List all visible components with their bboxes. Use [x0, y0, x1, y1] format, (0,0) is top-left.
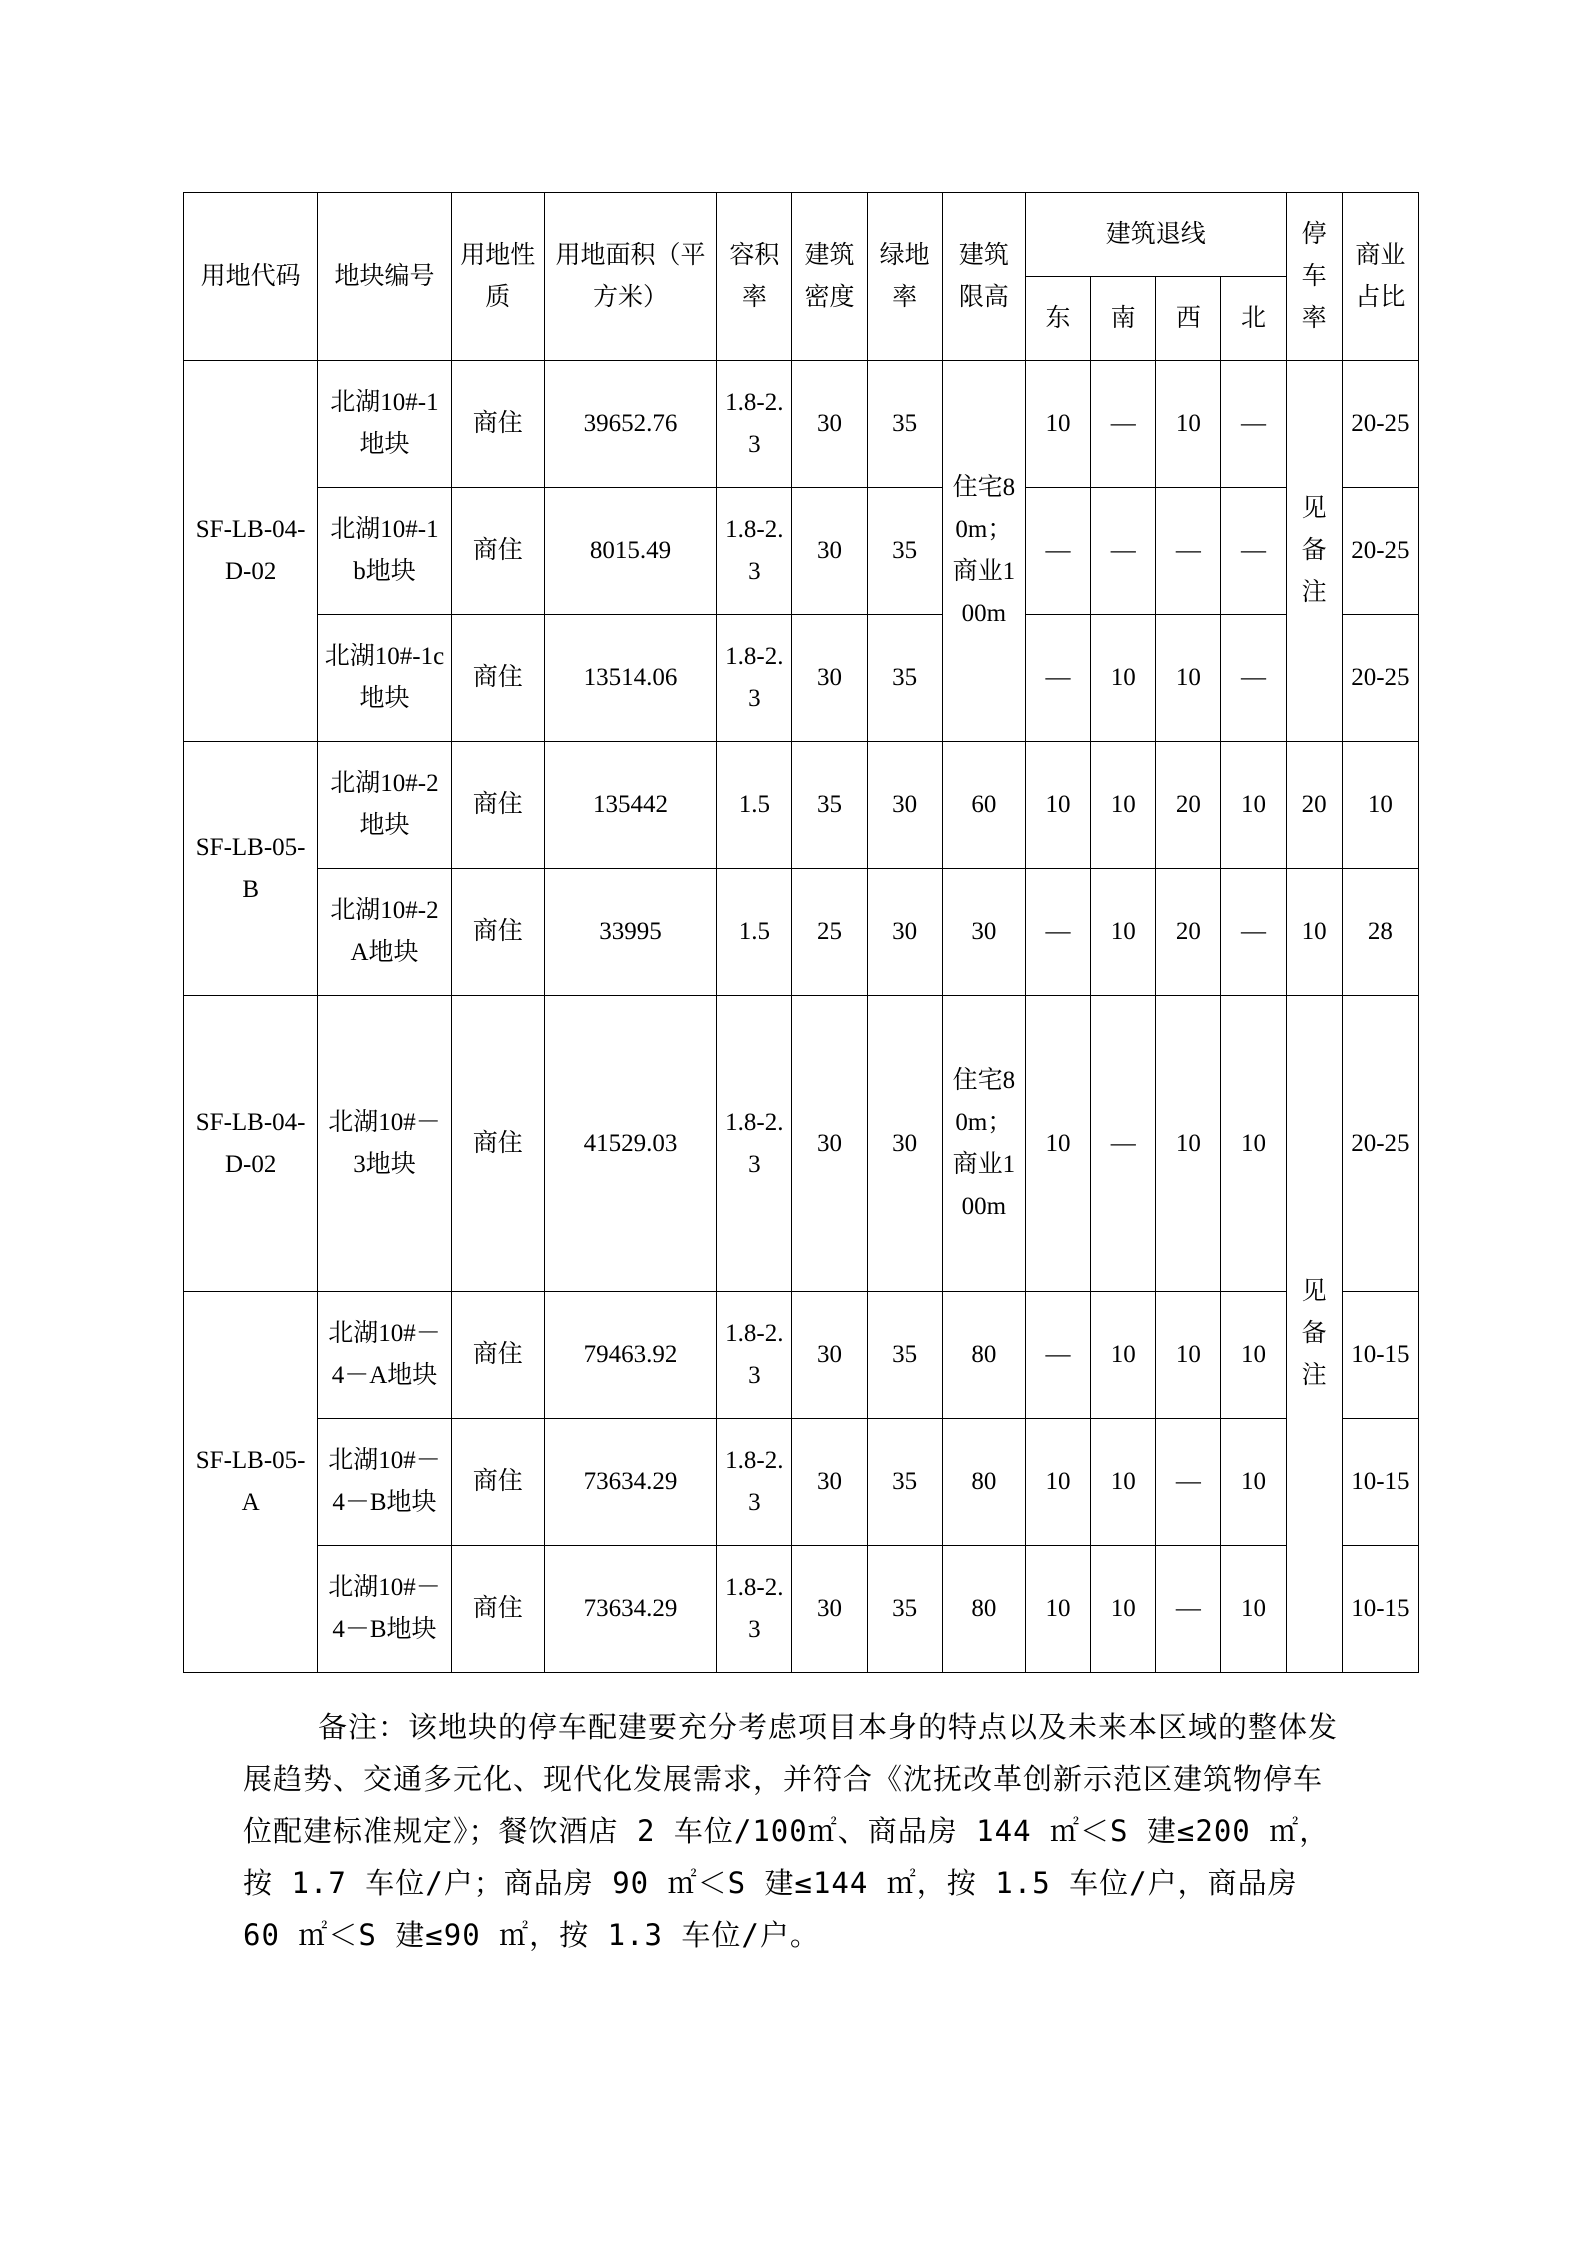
commercial-ratio: 10-15	[1342, 1419, 1418, 1546]
setback-south: 10	[1091, 1546, 1156, 1673]
setback-west: 10	[1156, 615, 1221, 742]
height-limit: 住宅80m；商业100m	[942, 361, 1025, 742]
setback-north: —	[1221, 869, 1286, 996]
building-density: 25	[792, 869, 867, 996]
land-area: 73634.29	[544, 1419, 716, 1546]
table-row	[184, 869, 1419, 996]
green-ratio: 35	[867, 615, 942, 742]
header-north: 北	[1221, 277, 1286, 361]
floor-area-ratio: 1.8-2.3	[717, 996, 792, 1292]
setback-north: 10	[1221, 1546, 1286, 1673]
setback-south: —	[1091, 361, 1156, 488]
setback-south: 10	[1091, 869, 1156, 996]
building-density: 30	[792, 1546, 867, 1673]
land-nature: 商住	[451, 869, 544, 996]
setback-north: 10	[1221, 742, 1286, 869]
green-ratio: 30	[867, 869, 942, 996]
setback-west: 20	[1156, 869, 1221, 996]
setback-east: 10	[1025, 996, 1090, 1292]
plot-number: 北湖10#－4－A地块	[318, 1292, 451, 1419]
setback-north: 10	[1221, 1419, 1286, 1546]
land-code: SF-LB-05-B	[184, 742, 318, 996]
land-nature: 商住	[451, 742, 544, 869]
land-area: 13514.06	[544, 615, 716, 742]
parking-rate: 10	[1286, 869, 1342, 996]
plot-number: 北湖10#-2A地块	[318, 869, 451, 996]
setback-east: 10	[1025, 742, 1090, 869]
land-use-table	[183, 192, 1419, 1673]
plot-number: 北湖10#-2地块	[318, 742, 451, 869]
plot-number: 北湖10#－3地块	[318, 996, 451, 1292]
commercial-ratio: 20-25	[1342, 615, 1418, 742]
setback-south: —	[1091, 996, 1156, 1292]
land-nature: 商住	[451, 996, 544, 1292]
parking-rate: 20	[1286, 742, 1342, 869]
table-row	[184, 361, 1419, 488]
setback-west: 20	[1156, 742, 1221, 869]
parking-rate: 见备注	[1286, 996, 1342, 1673]
commercial-ratio: 20-25	[1342, 996, 1418, 1292]
setback-east: 10	[1025, 361, 1090, 488]
setback-south: 10	[1091, 742, 1156, 869]
table-row	[184, 996, 1419, 1292]
land-area: 8015.49	[544, 488, 716, 615]
land-area: 135442	[544, 742, 716, 869]
building-density: 30	[792, 1292, 867, 1419]
green-ratio: 35	[867, 361, 942, 488]
green-ratio: 30	[867, 742, 942, 869]
setback-east: —	[1025, 869, 1090, 996]
header-green: 绿地率	[867, 193, 942, 361]
height-limit: 80	[942, 1546, 1025, 1673]
header-west: 西	[1156, 277, 1221, 361]
parking-rate: 见备注	[1286, 361, 1342, 742]
plot-number: 北湖10#-1b地块	[318, 488, 451, 615]
green-ratio: 30	[867, 996, 942, 1292]
setback-north: —	[1221, 488, 1286, 615]
land-nature: 商住	[451, 1292, 544, 1419]
header-code: 用地代码	[184, 193, 318, 361]
header-area: 用地面积（平方米）	[544, 193, 716, 361]
building-density: 30	[792, 615, 867, 742]
land-nature: 商住	[451, 361, 544, 488]
green-ratio: 35	[867, 1419, 942, 1546]
floor-area-ratio: 1.5	[717, 869, 792, 996]
setback-west: 10	[1156, 361, 1221, 488]
plot-number: 北湖10#-1c地块	[318, 615, 451, 742]
land-area: 79463.92	[544, 1292, 716, 1419]
setback-east: 10	[1025, 1546, 1090, 1673]
setback-south: 10	[1091, 1419, 1156, 1546]
header-east: 东	[1025, 277, 1090, 361]
commercial-ratio: 10	[1342, 742, 1418, 869]
building-density: 30	[792, 361, 867, 488]
setback-west: —	[1156, 488, 1221, 615]
building-density: 30	[792, 488, 867, 615]
setback-south: 10	[1091, 615, 1156, 742]
setback-east: 10	[1025, 1419, 1090, 1546]
setback-north: 10	[1221, 1292, 1286, 1419]
table-row	[184, 615, 1419, 742]
setback-south: —	[1091, 488, 1156, 615]
land-nature: 商住	[451, 488, 544, 615]
setback-west: —	[1156, 1419, 1221, 1546]
header-south: 南	[1091, 277, 1156, 361]
plot-number: 北湖10#－4－B地块	[318, 1546, 451, 1673]
header-commercial: 商业占比	[1342, 193, 1418, 361]
commercial-ratio: 20-25	[1342, 488, 1418, 615]
height-limit: 80	[942, 1292, 1025, 1419]
height-limit: 30	[942, 869, 1025, 996]
building-density: 30	[792, 996, 867, 1292]
header-nature: 用地性质	[451, 193, 544, 361]
setback-east: —	[1025, 488, 1090, 615]
header-parking: 停车率	[1286, 193, 1342, 361]
setback-west: 10	[1156, 996, 1221, 1292]
land-area: 41529.03	[544, 996, 716, 1292]
land-code: SF-LB-05-A	[184, 1292, 318, 1673]
land-nature: 商住	[451, 1546, 544, 1673]
floor-area-ratio: 1.8-2.3	[717, 615, 792, 742]
floor-area-ratio: 1.8-2.3	[717, 488, 792, 615]
setback-north: —	[1221, 615, 1286, 742]
header-density: 建筑密度	[792, 193, 867, 361]
commercial-ratio: 28	[1342, 869, 1418, 996]
header-height: 建筑限高	[942, 193, 1025, 361]
setback-west: 10	[1156, 1292, 1221, 1419]
setback-east: —	[1025, 615, 1090, 742]
height-limit: 住宅80m；商业100m	[942, 996, 1025, 1292]
building-density: 30	[792, 1419, 867, 1546]
green-ratio: 35	[867, 1292, 942, 1419]
commercial-ratio: 10-15	[1342, 1292, 1418, 1419]
setback-north: 10	[1221, 996, 1286, 1292]
land-code: SF-LB-04-D-02	[184, 361, 318, 742]
floor-area-ratio: 1.8-2.3	[717, 1419, 792, 1546]
building-density: 35	[792, 742, 867, 869]
commercial-ratio: 20-25	[1342, 361, 1418, 488]
green-ratio: 35	[867, 488, 942, 615]
plot-number: 北湖10#-1 地块	[318, 361, 451, 488]
header-setback: 建筑退线	[1025, 193, 1286, 277]
height-limit: 60	[942, 742, 1025, 869]
land-nature: 商住	[451, 1419, 544, 1546]
setback-south: 10	[1091, 1292, 1156, 1419]
green-ratio: 35	[867, 1546, 942, 1673]
plot-number: 北湖10#－4－B地块	[318, 1419, 451, 1546]
height-limit: 80	[942, 1419, 1025, 1546]
commercial-ratio: 10-15	[1342, 1546, 1418, 1673]
floor-area-ratio: 1.8-2.3	[717, 1292, 792, 1419]
floor-area-ratio: 1.8-2.3	[717, 1546, 792, 1673]
remark-paragraph: 备注：该地块的停车配建要充分考虑项目本身的特点以及未来本区域的整体发展趋势、交通多元化、现代化发展需求，并符合《沈抚改革创新示范区建筑物停车位配建标准规定》；餐饮酒店 2 车位/100㎡、商品房 144 ㎡＜S 建≤200 ㎡，按 1.7 车位/户；商品房 90 ㎡＜S 建≤144 ㎡，按 1.5 车位/户，商品房 60 ㎡＜S 建≤90 ㎡，按 1.3 车位/户。	[243, 1710, 1339, 1952]
land-area: 73634.29	[544, 1546, 716, 1673]
floor-area-ratio: 1.5	[717, 742, 792, 869]
header-far: 容积率	[717, 193, 792, 361]
land-area: 33995	[544, 869, 716, 996]
table-row	[184, 1292, 1419, 1419]
header-plot: 地块编号	[318, 193, 451, 361]
table-row	[184, 488, 1419, 615]
setback-east: —	[1025, 1292, 1090, 1419]
table-row	[184, 1419, 1419, 1546]
table-row	[184, 742, 1419, 869]
land-nature: 商住	[451, 615, 544, 742]
floor-area-ratio: 1.8-2.3	[717, 361, 792, 488]
setback-west: —	[1156, 1546, 1221, 1673]
table-row	[184, 1546, 1419, 1673]
land-area: 39652.76	[544, 361, 716, 488]
setback-north: —	[1221, 361, 1286, 488]
land-code: SF-LB-04-D-02	[184, 996, 318, 1292]
